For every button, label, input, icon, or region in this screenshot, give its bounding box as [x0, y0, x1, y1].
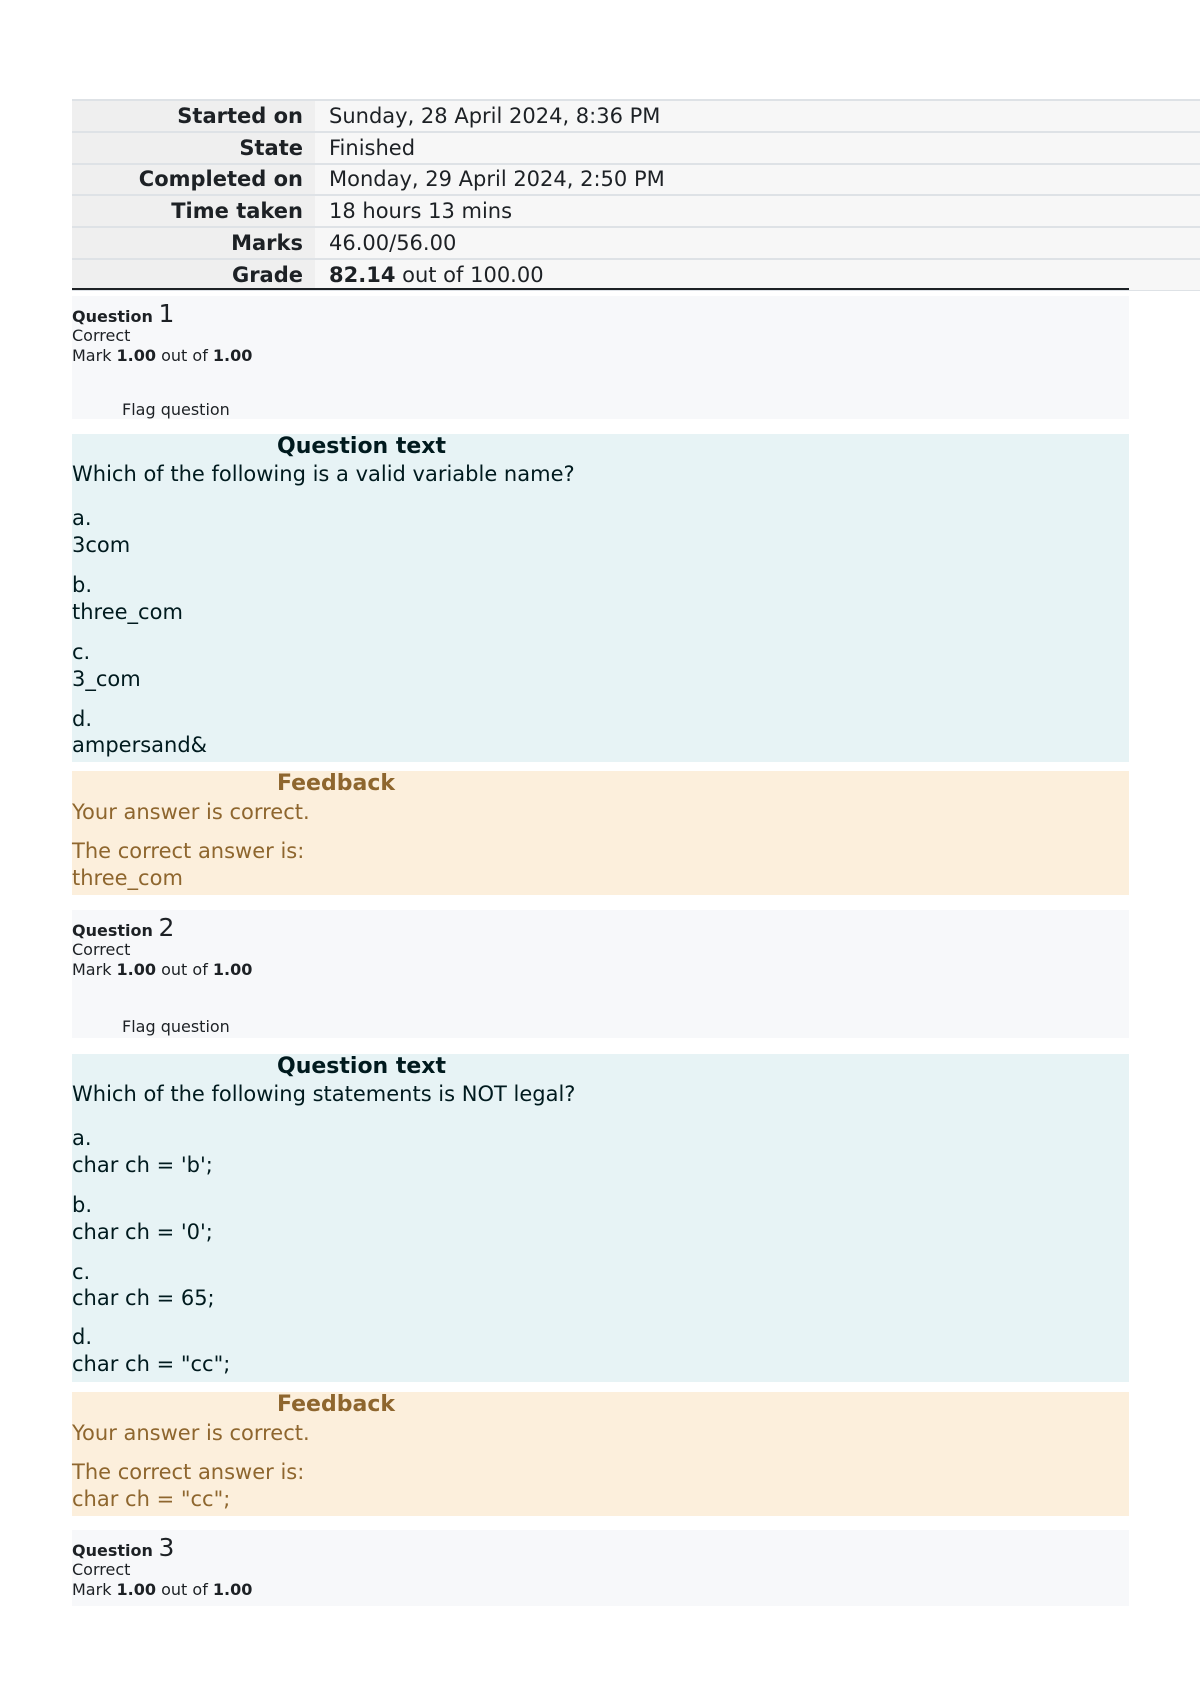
answer-option[interactable]: char ch = 65; — [72, 1286, 215, 1310]
summary-row-time-taken — [72, 195, 1200, 227]
summary-value: 46.00/56.00 — [315, 227, 1200, 259]
feedback-heading: Feedback — [277, 771, 395, 796]
option-letter: a. — [72, 506, 92, 530]
question-text-heading: Question text — [277, 1054, 447, 1079]
question-content — [72, 1054, 1129, 1382]
grade-max: out of 100.00 — [395, 263, 544, 288]
question-number: Question 1 — [72, 299, 175, 328]
summary-label: Started on — [72, 100, 315, 132]
answer-option[interactable]: char ch = '0'; — [72, 1220, 213, 1244]
question-text: Which of the following statements is NOT legal? — [72, 1082, 576, 1106]
flag-question-link[interactable]: Flag question — [122, 1017, 230, 1036]
summary-value — [315, 259, 1200, 291]
correct-answer-label: The correct answer is: — [72, 839, 305, 863]
summary-divider — [72, 288, 1129, 290]
flag-question-link[interactable]: Flag question — [122, 400, 230, 419]
question-info — [72, 910, 1129, 1038]
summary-value: Monday, 29 April 2024, 2:50 PM — [315, 164, 1200, 196]
option-letter: d. — [72, 707, 93, 731]
answer-option[interactable]: 3_com — [72, 667, 141, 691]
option-letter: b. — [72, 1193, 93, 1217]
summary-label: Marks — [72, 227, 315, 259]
question-feedback — [72, 1392, 1129, 1516]
option-letter: d. — [72, 1325, 93, 1349]
question-number: Question 3 — [72, 1533, 175, 1562]
question-content — [72, 434, 1129, 762]
question-state: Correct — [72, 326, 131, 345]
answer-option[interactable]: three_com — [72, 600, 183, 624]
answer-option[interactable]: char ch = 'b'; — [72, 1153, 213, 1177]
feedback-result: Your answer is correct. — [72, 800, 310, 824]
summary-label: State — [72, 132, 315, 164]
option-letter: b. — [72, 573, 93, 597]
summary-value: Sunday, 28 April 2024, 8:36 PM — [315, 100, 1200, 132]
option-letter: c. — [72, 1260, 91, 1284]
question-text: Which of the following is a valid variable name? — [72, 462, 575, 486]
question-info — [72, 296, 1129, 419]
correct-answer: three_com — [72, 866, 183, 890]
summary-row-marks — [72, 227, 1200, 259]
attempt-summary-table — [72, 99, 1200, 291]
answer-option[interactable]: char ch = "cc"; — [72, 1352, 231, 1376]
question-feedback — [72, 771, 1129, 895]
answer-option[interactable]: ampersand& — [72, 733, 208, 757]
feedback-result: Your answer is correct. — [72, 1421, 310, 1445]
summary-label: Grade — [72, 259, 315, 291]
question-mark: Mark 1.00 out of 1.00 — [72, 960, 253, 979]
summary-label: Completed on — [72, 164, 315, 196]
grade-score: 82.14 — [329, 263, 396, 288]
question-mark: Mark 1.00 out of 1.00 — [72, 1580, 253, 1599]
question-state: Correct — [72, 1560, 131, 1579]
question-number: Question 2 — [72, 913, 175, 942]
question-info — [72, 1530, 1129, 1606]
option-letter: a. — [72, 1126, 92, 1150]
feedback-heading: Feedback — [277, 1392, 395, 1417]
correct-answer: char ch = "cc"; — [72, 1487, 231, 1511]
summary-value: Finished — [315, 132, 1200, 164]
summary-row-state — [72, 132, 1200, 164]
summary-row-grade — [72, 259, 1200, 291]
question-mark: Mark 1.00 out of 1.00 — [72, 346, 253, 365]
summary-row-completed-on — [72, 164, 1200, 196]
summary-row-started-on — [72, 100, 1200, 132]
answer-option[interactable]: 3com — [72, 533, 131, 557]
summary-label: Time taken — [72, 195, 315, 227]
question-state: Correct — [72, 940, 131, 959]
option-letter: c. — [72, 640, 91, 664]
correct-answer-label: The correct answer is: — [72, 1460, 305, 1484]
question-text-heading: Question text — [277, 434, 447, 459]
summary-value: 18 hours 13 mins — [315, 195, 1200, 227]
